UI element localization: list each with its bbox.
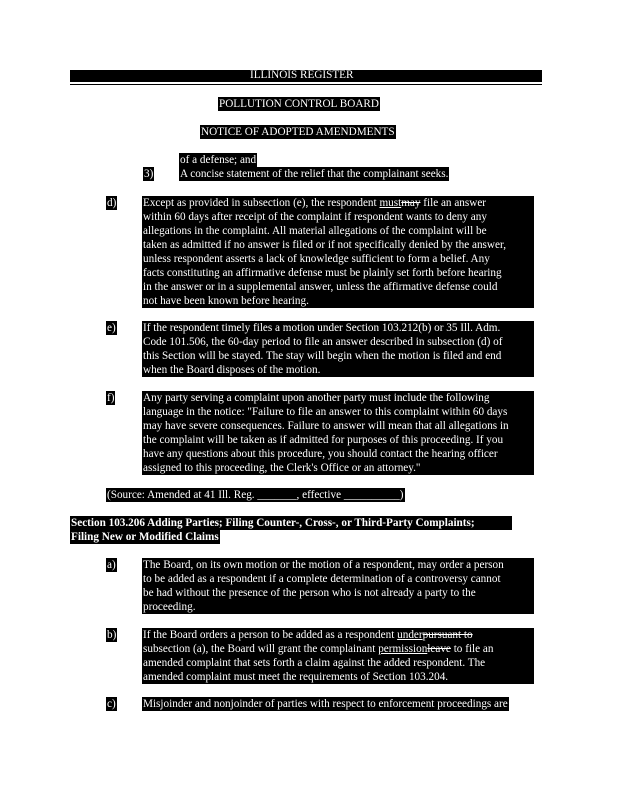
- notice-title: NOTICE OF ADOPTED AMENDMENTS: [201, 126, 395, 138]
- section-heading-line-2: Filing New or Modified Claims: [71, 531, 219, 543]
- para-f-line: language in the notice: "Failure to file an answer to this complaint within 60 days: [143, 406, 508, 418]
- sec-b-line-1: If the Board orders a person to be added as a respondent underpursuant to: [143, 629, 473, 641]
- para-f-label: f): [107, 392, 115, 404]
- section-heading: [70, 516, 512, 530]
- para-d-line: not have been known before hearing.: [143, 295, 309, 307]
- para-f-line: assigned to this proceeding, the Clerk's Office or an attorney.": [143, 462, 421, 474]
- para-d-line: in the answer or in a supplemental answer, unless the affirmative defense could: [143, 281, 498, 293]
- para-d-line-1: Except as provided in subsection (e), the respondent mustmay file an answer: [143, 197, 487, 209]
- para-f-line: Any party serving a complaint upon another party must include the following: [143, 392, 490, 404]
- para-e-label: e): [107, 322, 116, 334]
- para-e-text: [142, 321, 534, 377]
- para-f-line: have any questions about this procedure, you should contact the hearing officer: [143, 448, 498, 460]
- para-f-text: [142, 391, 534, 475]
- para-d-line: unless respondent asserts a lack of knowledge sufficient to form a belief. Any: [143, 253, 490, 265]
- para-f-line: the complaint will be taken as if admitted for purposes of this proceeding. If you: [143, 434, 504, 446]
- sec-a-line: to be added as a respondent if a complete determination of a controversy cannot: [143, 573, 501, 585]
- sec-b-text: [142, 628, 534, 684]
- item-3-text: A concise statement of the relief that the complainant seeks.: [180, 168, 449, 180]
- para-d-label: d): [107, 197, 117, 209]
- header-rule: [70, 84, 542, 85]
- sec-c-label: c): [107, 698, 116, 710]
- para-d-line: within 60 days after receipt of the complaint if respondent wants to deny any: [143, 211, 487, 223]
- sec-b-line: amended complaint must meet the requirements of Section 103.204.: [143, 671, 449, 683]
- sec-a-line: be had without the presence of the person who is not already a party to the: [143, 587, 476, 599]
- source-note: (Source: Amended at 41 Ill. Reg. _______, effective __________): [107, 489, 404, 501]
- item-continuation: of a defense; and: [180, 154, 257, 166]
- sec-a-line: proceeding.: [143, 601, 196, 613]
- para-e-line: Code 101.506, the 60-day period to file an answer described in subsection (d) of: [143, 336, 503, 348]
- sec-a-text: [142, 558, 534, 614]
- sec-b-line-2: subsection (a), the Board will grant the complainant permissionleave to file an: [143, 643, 494, 655]
- para-d-line: taken as admitted if no answer is filed or if not specifically denied by the answer,: [143, 239, 507, 251]
- para-e-line: when the Board disposes of the motion.: [143, 364, 321, 376]
- para-d-line: allegations in the complaint. All material allegations of the complaint will be: [143, 225, 487, 237]
- sec-b-line: amended complaint that sets forth a claim against the added respondent. The: [143, 657, 486, 669]
- sec-c-text: Misjoinder and nonjoinder of parties with respect to enforcement proceedings are: [143, 698, 508, 710]
- para-d-text: [142, 196, 534, 308]
- para-d-line: facts constituting an affirmative defense must be plainly set forth before hearing: [143, 267, 502, 279]
- para-e-line: If the respondent timely files a motion under Section 103.212(b) or 35 Ill. Adm.: [143, 322, 501, 334]
- register-title: ILLINOIS REGISTER: [250, 69, 354, 81]
- sec-a-label: a): [107, 559, 116, 571]
- section-heading-line-1: Section 103.206 Adding Parties; Filing Counter-, Cross-, or Third-Party Complaints;: [71, 517, 475, 529]
- item-3-label: 3): [144, 168, 154, 180]
- para-e-line: this Section will be stayed. The stay will begin when the motion is filed and end: [143, 350, 502, 362]
- sec-b-label: b): [107, 629, 117, 641]
- board-title: POLLUTION CONTROL BOARD: [219, 98, 379, 110]
- para-f-line: may have severe consequences. Failure to answer will mean that all allegations in: [143, 420, 509, 432]
- sec-a-line: The Board, on its own motion or the motion of a respondent, may order a person: [143, 559, 504, 571]
